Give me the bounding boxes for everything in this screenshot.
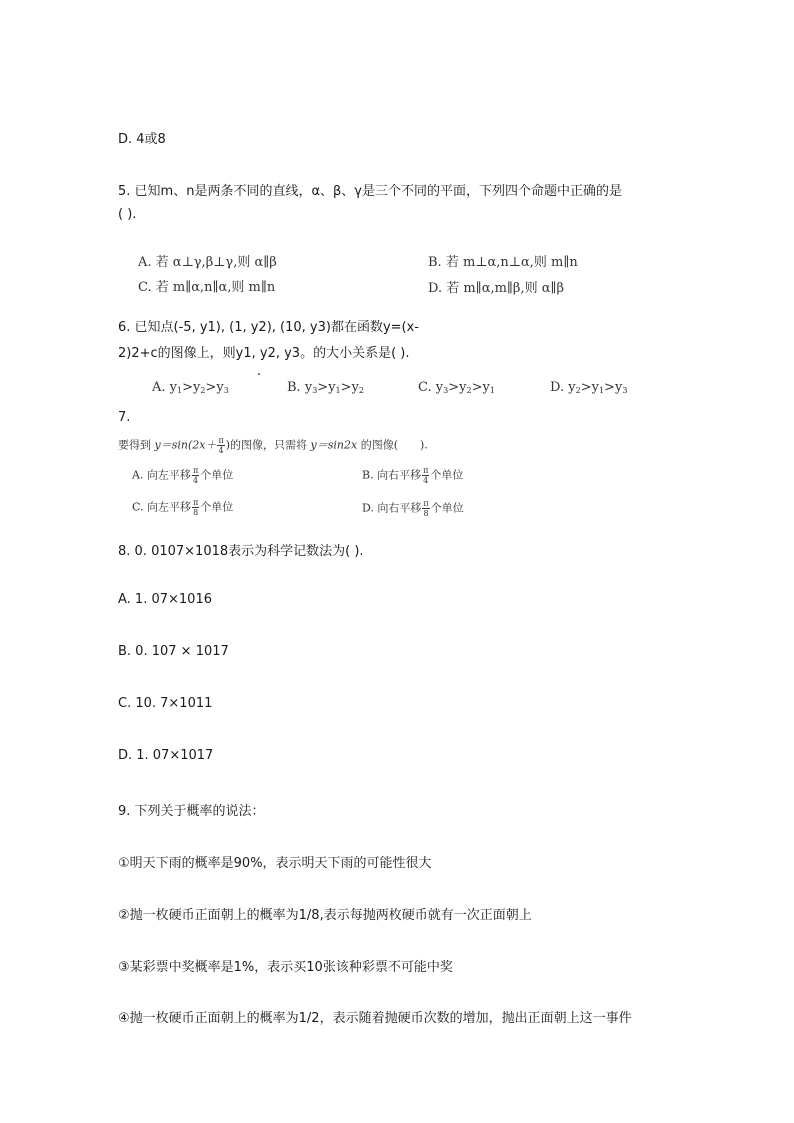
- q6-a-term3: $y_3$: [216, 380, 229, 395]
- q5-option-a: A. 若 α⊥γ,β⊥γ,则 α∥β: [138, 255, 277, 270]
- q6-c-term1: $y_3$: [435, 380, 449, 395]
- q6-a-term1: $y_1$: [169, 380, 183, 395]
- q6-c-op2: >: [471, 380, 483, 395]
- q7-option-d: [362, 499, 464, 518]
- q7-c-den: 8: [193, 508, 199, 517]
- q6-option-c-label: C.: [418, 380, 432, 395]
- q7-stem-a: 要得到: [118, 438, 151, 452]
- q6-b-op2: >: [340, 380, 352, 395]
- q6-a-op1: >: [182, 380, 194, 395]
- q7-d-post: 个单位: [430, 501, 464, 515]
- q6-a-term2: $y_2$: [193, 380, 206, 395]
- q7-option-b: [362, 466, 463, 485]
- stray-dot: [258, 373, 260, 375]
- q6-b-term2: $y_1$: [328, 380, 341, 395]
- q7-c-fraction: [192, 498, 199, 517]
- q9-item-4: ④抛一枚硬币正面朝上的概率为1/2，表示随着抛硬币次数的增加，抛出正面朝上这一事件: [118, 1011, 632, 1026]
- q9-item-3: ③某彩票中奖概率是1%，表示买10张该种彩票不可能中奖: [118, 960, 453, 975]
- q7-a-post: 个单位: [200, 468, 234, 482]
- q7-d-den: 8: [423, 509, 429, 518]
- q6-b-term3: $y_2$: [351, 380, 364, 395]
- q9-item-1: ①明天下雨的概率是90%，表示明天下雨的可能性很大: [118, 856, 432, 871]
- q6-c-op1: >: [448, 380, 460, 395]
- q5-stem-line2: ( ).: [118, 207, 137, 222]
- q5-option-c: C. 若 m∥α,n∥α,则 m∥n: [138, 280, 276, 295]
- q7-option-a: [132, 466, 233, 485]
- q8-option-d: D. 1. 07×1017: [118, 748, 214, 763]
- q7-fn1-den: 4: [218, 446, 224, 455]
- q7-a-den: 4: [193, 476, 199, 485]
- q7-fn1-num: π: [218, 436, 224, 445]
- q7-c-num: π: [193, 498, 199, 507]
- q7-a-fraction: [192, 466, 199, 485]
- q5-option-d: D. 若 m∥α,m∥β,则 α∥β: [428, 281, 565, 296]
- q8-option-c: C. 10. 7×1011: [118, 696, 213, 711]
- q7-stem-b: 的图像，只需将: [230, 438, 308, 452]
- q7-stem: [118, 436, 428, 455]
- q6-d-term1: $y_2$: [568, 380, 581, 395]
- q8-option-a: A. 1. 07×1016: [118, 592, 212, 607]
- q6-b-term1: $y_3$: [304, 380, 318, 395]
- q7-a-pre: A. 向左平移: [132, 468, 191, 482]
- q7-stem-c: 的图像( ).: [360, 438, 428, 452]
- q7-number: 7.: [118, 410, 131, 425]
- q5-stem-line1: 5. 已知m、n是两条不同的直线，α、β、γ是三个不同的平面，下列四个命题中正确的是: [118, 184, 622, 199]
- q7-fn2: y＝sin2x: [310, 438, 358, 452]
- q6-option-b: [287, 380, 364, 395]
- q6-c-term3: $y_1$: [482, 380, 495, 395]
- q6-option-d-label: D.: [550, 380, 565, 395]
- q5-option-b: B. 若 m⊥α,n⊥α,则 m∥n: [428, 255, 578, 270]
- q6-stem-line1: 6. 已知点(-5, y1), (1, y2), (10, y3)都在函数y=(x-: [118, 320, 419, 335]
- q6-option-a-label: A.: [152, 380, 166, 395]
- q7-d-num: π: [423, 499, 429, 508]
- q7-d-pre: D. 向右平移: [362, 501, 422, 515]
- q7-d-fraction: [422, 499, 429, 518]
- q7-c-post: 个单位: [200, 500, 234, 514]
- q7-b-num: π: [423, 466, 429, 475]
- q9-stem: 9. 下列关于概率的说法：: [118, 804, 265, 819]
- q4-option-d: D. 4或8: [118, 132, 166, 147]
- q8-option-b: B. 0. 107 × 1017: [118, 644, 229, 659]
- q8-stem: 8. 0. 0107×1018表示为科学记数法为( ).: [118, 544, 364, 559]
- q6-d-term3: $y_3$: [614, 380, 628, 395]
- q6-d-term2: $y_1$: [591, 380, 605, 395]
- q6-b-op1: >: [317, 380, 329, 395]
- q6-d-op1: >: [580, 380, 592, 395]
- q7-a-num: π: [192, 466, 199, 475]
- q6-d-op2: >: [604, 380, 615, 395]
- q6-c-term2: $y_2$: [459, 380, 472, 395]
- q7-fn1-fraction: [217, 436, 224, 455]
- q6-option-b-label: B.: [287, 380, 301, 395]
- q7-b-fraction: [422, 466, 429, 485]
- q7-option-c: [132, 498, 233, 517]
- q7-c-pre: C. 向左平移: [132, 500, 192, 514]
- q6-a-op2: >: [205, 380, 217, 395]
- q7-b-post: 个单位: [430, 468, 464, 482]
- q9-item-2: ②抛一枚硬币正面朝上的概率为1/8,表示每抛两枚硬币就有一次正面朝上: [118, 908, 532, 923]
- q6-option-d: [550, 380, 627, 395]
- q6-option-a: [152, 380, 229, 395]
- q6-stem-line2: 2)2+c的图像上，则y1, y2, y3。的大小关系是( ).: [118, 346, 410, 361]
- q6-option-c: [418, 380, 495, 395]
- q7-b-pre: B. 向右平移: [362, 468, 422, 482]
- q7-fn1-post: ): [225, 438, 231, 452]
- q7-b-den: 4: [423, 476, 429, 485]
- q7-fn1-pre: y＝sin(2x＋: [154, 438, 217, 452]
